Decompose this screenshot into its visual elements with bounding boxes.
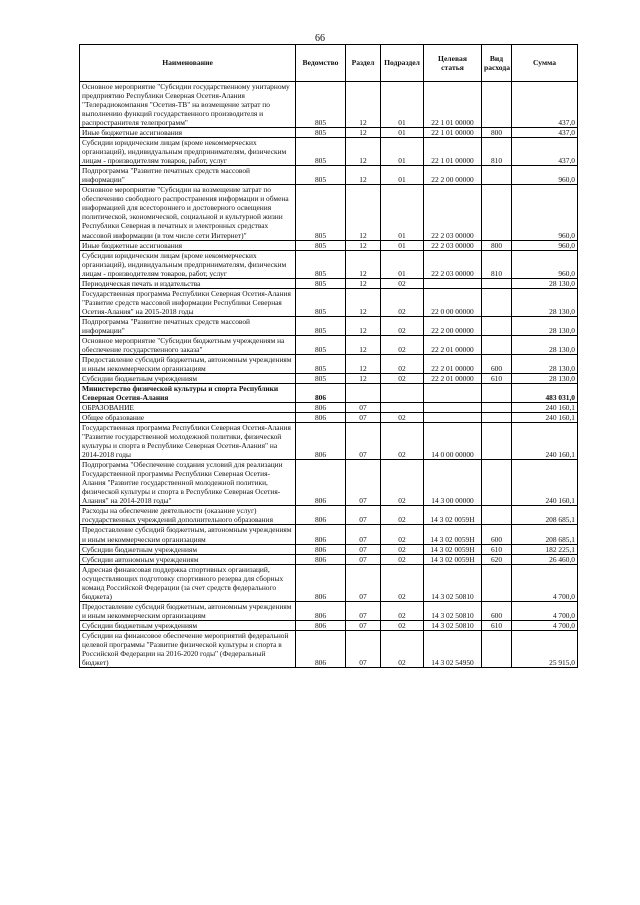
cell-razdel: 07 — [346, 544, 381, 554]
table-row — [80, 278, 578, 288]
cell-vid — [482, 564, 512, 601]
cell-vid — [482, 413, 512, 423]
cell-summa: 240 160,1 — [512, 423, 578, 460]
cell-vedomstvo: 806 — [296, 620, 346, 630]
cell-statya: 14 3 00 00000 — [424, 460, 482, 506]
table-row — [80, 403, 578, 413]
cell-vedomstvo: 805 — [296, 316, 346, 335]
cell-podrazdel: 02 — [381, 601, 424, 620]
cell-name: Подпрограмма "Обеспечение создания условий для реализации Государственной программы Республики Северная Осетия-Алания "Развитие государственной молодежной политики, физической культуры и спорта в Республике Северная Осетия-Алания" на 2014-2018 годы" — [80, 460, 296, 506]
cell-name: Иные бюджетные ассигнования — [80, 240, 296, 250]
cell-razdel: 07 — [346, 460, 381, 506]
cell-statya: 22 2 01 00000 — [424, 373, 482, 383]
cell-statya: 14 3 02 50810 — [424, 620, 482, 630]
cell-vedomstvo: 806 — [296, 544, 346, 554]
cell-summa: 960,0 — [512, 166, 578, 185]
cell-vedomstvo: 806 — [296, 423, 346, 460]
cell-vedomstvo: 805 — [296, 278, 346, 288]
cell-summa: 26 460,0 — [512, 554, 578, 564]
cell-summa: 960,0 — [512, 240, 578, 250]
cell-vid — [482, 423, 512, 460]
cell-statya: 14 3 02 0059Н — [424, 525, 482, 544]
cell-statya: 22 1 01 00000 — [424, 138, 482, 166]
cell-razdel: 12 — [346, 354, 381, 373]
cell-summa: 208 685,1 — [512, 506, 578, 525]
cell-summa: 240 160,1 — [512, 460, 578, 506]
cell-name: Субсидии бюджетным учреждениям — [80, 544, 296, 554]
cell-statya: 22 2 03 00000 — [424, 240, 482, 250]
cell-name: ОБРАЗОВАНИЕ — [80, 403, 296, 413]
cell-vid — [482, 384, 512, 403]
cell-summa: 240 160,1 — [512, 403, 578, 413]
cell-vid — [482, 403, 512, 413]
cell-razdel: 12 — [346, 250, 381, 278]
cell-vid — [482, 82, 512, 128]
cell-statya: 14 3 02 0059Н — [424, 554, 482, 564]
cell-razdel: 07 — [346, 601, 381, 620]
cell-name: Субсидии на финансовое обеспечение мероприятий федеральной целевой программы "Развитие физической культуры и спорта в Российской Федерации на 2016-2020 годы" (Федеральный бюджет) — [80, 630, 296, 667]
cell-name: Общее образование — [80, 413, 296, 423]
cell-summa: 28 130,0 — [512, 335, 578, 354]
cell-razdel: 07 — [346, 423, 381, 460]
cell-name: Субсидии юридическим лицам (кроме некоммерческих организаций), индивидуальным предпринимателям, физическим лицам - производителям товаров, работ, услуг — [80, 138, 296, 166]
table-row — [80, 138, 578, 166]
cell-statya: 22 1 01 00000 — [424, 82, 482, 128]
table-row — [80, 373, 578, 383]
cell-vid — [482, 335, 512, 354]
cell-vid: 810 — [482, 138, 512, 166]
cell-summa: 28 130,0 — [512, 288, 578, 316]
cell-summa: 4 700,0 — [512, 564, 578, 601]
cell-statya: 22 2 00 00000 — [424, 316, 482, 335]
cell-vedomstvo: 805 — [296, 354, 346, 373]
table-row — [80, 413, 578, 423]
cell-summa: 4 700,0 — [512, 620, 578, 630]
cell-vedomstvo: 806 — [296, 630, 346, 667]
cell-razdel: 12 — [346, 278, 381, 288]
cell-podrazdel: 02 — [381, 423, 424, 460]
cell-razdel: 07 — [346, 413, 381, 423]
cell-razdel: 07 — [346, 403, 381, 413]
table-row — [80, 544, 578, 554]
cell-vedomstvo: 805 — [296, 373, 346, 383]
cell-razdel — [346, 384, 381, 403]
table-row — [80, 82, 578, 128]
cell-podrazdel — [381, 403, 424, 413]
cell-podrazdel: 02 — [381, 630, 424, 667]
table-row — [80, 620, 578, 630]
cell-name: Адресная финансовая поддержка спортивных организаций, осуществляющих подготовку спортивного резерва для сборных команд Российской Федерации (за счет средств федерального бюджета) — [80, 564, 296, 601]
cell-vedomstvo: 806 — [296, 384, 346, 403]
col-header-statya: Целевая статья — [424, 45, 482, 82]
table-row — [80, 564, 578, 601]
cell-vedomstvo: 806 — [296, 403, 346, 413]
cell-podrazdel: 02 — [381, 288, 424, 316]
cell-vedomstvo: 806 — [296, 413, 346, 423]
cell-podrazdel: 01 — [381, 82, 424, 128]
cell-podrazdel: 02 — [381, 620, 424, 630]
cell-statya — [424, 278, 482, 288]
table-row — [80, 166, 578, 185]
cell-statya: 22 1 01 00000 — [424, 128, 482, 138]
cell-vedomstvo: 806 — [296, 460, 346, 506]
cell-vedomstvo: 805 — [296, 288, 346, 316]
cell-razdel: 12 — [346, 185, 381, 240]
cell-podrazdel: 01 — [381, 185, 424, 240]
cell-summa: 483 031,0 — [512, 384, 578, 403]
cell-vedomstvo: 805 — [296, 166, 346, 185]
cell-summa: 208 685,1 — [512, 525, 578, 544]
col-header-summa: Сумма — [512, 45, 578, 82]
cell-vid: 800 — [482, 240, 512, 250]
cell-summa: 437,0 — [512, 128, 578, 138]
cell-podrazdel: 02 — [381, 544, 424, 554]
cell-razdel: 07 — [346, 630, 381, 667]
cell-statya — [424, 413, 482, 423]
table-row — [80, 288, 578, 316]
table-row — [80, 335, 578, 354]
cell-razdel: 12 — [346, 288, 381, 316]
cell-podrazdel: 02 — [381, 525, 424, 544]
cell-vid: 600 — [482, 525, 512, 544]
cell-vid: 610 — [482, 620, 512, 630]
cell-podrazdel: 01 — [381, 128, 424, 138]
cell-vedomstvo: 806 — [296, 554, 346, 564]
cell-podrazdel: 01 — [381, 250, 424, 278]
cell-statya: 14 3 02 50810 — [424, 564, 482, 601]
cell-name: Субсидии автономным учреждениям — [80, 554, 296, 564]
cell-podrazdel: 02 — [381, 460, 424, 506]
cell-podrazdel: 02 — [381, 335, 424, 354]
cell-vid — [482, 506, 512, 525]
cell-razdel: 12 — [346, 128, 381, 138]
cell-razdel: 12 — [346, 373, 381, 383]
table-row — [80, 384, 578, 403]
cell-summa: 437,0 — [512, 82, 578, 128]
cell-podrazdel: 02 — [381, 554, 424, 564]
cell-name: Государственная программа Республики Северная Осетия-Алания "Развитие средств массовой информации Республики Северная Осетия-Алания" на 2015-2018 годы — [80, 288, 296, 316]
cell-vid: 810 — [482, 250, 512, 278]
cell-summa: 28 130,0 — [512, 354, 578, 373]
cell-razdel: 12 — [346, 138, 381, 166]
cell-razdel: 07 — [346, 554, 381, 564]
cell-summa: 4 700,0 — [512, 601, 578, 620]
cell-podrazdel: 01 — [381, 138, 424, 166]
cell-podrazdel — [381, 384, 424, 403]
cell-vid: 800 — [482, 128, 512, 138]
cell-vid: 610 — [482, 544, 512, 554]
cell-razdel: 07 — [346, 620, 381, 630]
table-row — [80, 506, 578, 525]
cell-summa: 240 160,1 — [512, 413, 578, 423]
cell-summa: 28 130,0 — [512, 373, 578, 383]
cell-vid — [482, 185, 512, 240]
col-header-name: Наименование — [80, 45, 296, 82]
table-header-row — [80, 45, 578, 82]
cell-podrazdel: 01 — [381, 240, 424, 250]
table-row — [80, 601, 578, 620]
cell-summa: 25 915,0 — [512, 630, 578, 667]
cell-statya: 14 3 02 54950 — [424, 630, 482, 667]
table-row — [80, 354, 578, 373]
cell-vid: 600 — [482, 354, 512, 373]
table-row — [80, 128, 578, 138]
cell-summa: 437,0 — [512, 138, 578, 166]
cell-vedomstvo: 805 — [296, 240, 346, 250]
cell-name: Периодическая печать и издательства — [80, 278, 296, 288]
cell-name: Предоставление субсидий бюджетным, автономным учреждениям и иным некоммерческим организациям — [80, 601, 296, 620]
table-row — [80, 460, 578, 506]
budget-table — [79, 44, 578, 668]
cell-vid — [482, 316, 512, 335]
cell-vedomstvo: 805 — [296, 128, 346, 138]
cell-name: Государственная программа Республики Северная Осетия-Алания "Развитие государственной молодежной политики, физической культуры и спорта в Республике Северная Осетия-Алания" на 2014-2018 годы — [80, 423, 296, 460]
cell-vedomstvo: 805 — [296, 185, 346, 240]
col-header-razdel: Раздел — [346, 45, 381, 82]
table-row — [80, 250, 578, 278]
cell-name: Субсидии юридическим лицам (кроме некоммерческих организаций), индивидуальным предпринимателям, физическим лицам - производителям товаров, работ, услуг — [80, 250, 296, 278]
cell-statya: 14 0 00 00000 — [424, 423, 482, 460]
cell-razdel: 07 — [346, 525, 381, 544]
cell-name: Субсидии бюджетным учреждениям — [80, 373, 296, 383]
cell-podrazdel: 02 — [381, 564, 424, 601]
cell-vedomstvo: 806 — [296, 564, 346, 601]
cell-vid — [482, 460, 512, 506]
cell-razdel: 12 — [346, 240, 381, 250]
cell-statya: 22 2 03 00000 — [424, 185, 482, 240]
cell-name: Подпрограмма "Развитие печатных средств массовой информации" — [80, 166, 296, 185]
cell-razdel: 07 — [346, 506, 381, 525]
cell-statya: 14 3 02 0059Н — [424, 544, 482, 554]
table-row — [80, 240, 578, 250]
cell-podrazdel: 02 — [381, 354, 424, 373]
cell-razdel: 12 — [346, 166, 381, 185]
cell-statya: 22 2 01 00000 — [424, 354, 482, 373]
cell-vid — [482, 278, 512, 288]
table-row — [80, 185, 578, 240]
cell-vid: 610 — [482, 373, 512, 383]
cell-summa: 182 225,1 — [512, 544, 578, 554]
cell-statya: 22 2 03 00000 — [424, 250, 482, 278]
cell-vid — [482, 166, 512, 185]
cell-summa: 28 130,0 — [512, 316, 578, 335]
cell-vedomstvo: 805 — [296, 82, 346, 128]
cell-name: Иные бюджетные ассигнования — [80, 128, 296, 138]
cell-name: Расходы на обеспечение деятельности (оказание услуг) государственных учреждений дополнительного образования — [80, 506, 296, 525]
table-row — [80, 525, 578, 544]
table-row — [80, 630, 578, 667]
cell-name: Министерство физической культуры и спорта Республики Северная Осетия-Алания — [80, 384, 296, 403]
col-header-podrazdel: Подраздел — [381, 45, 424, 82]
cell-name: Подпрограмма "Развитие печатных средств массовой информации" — [80, 316, 296, 335]
cell-vedomstvo: 806 — [296, 525, 346, 544]
cell-vid — [482, 630, 512, 667]
cell-podrazdel: 02 — [381, 316, 424, 335]
cell-razdel: 12 — [346, 82, 381, 128]
cell-podrazdel: 01 — [381, 166, 424, 185]
cell-statya: 22 2 00 00000 — [424, 166, 482, 185]
cell-razdel: 07 — [346, 564, 381, 601]
cell-statya — [424, 403, 482, 413]
table-row — [80, 316, 578, 335]
table-body — [80, 82, 578, 668]
cell-vid: 600 — [482, 601, 512, 620]
cell-name: Предоставление субсидий бюджетным, автономным учреждениям и иным некоммерческим организациям — [80, 354, 296, 373]
cell-name: Основное мероприятие "Субсидии государственному унитарному предприятию Республики Северная Осетия-Алания "Телерадиокомпания "Осетия-ТВ" на возмещение затрат по выполнению функций государственного производителя и распространителя телепрограмм" — [80, 82, 296, 128]
cell-podrazdel: 02 — [381, 413, 424, 423]
cell-statya: 14 3 02 50810 — [424, 601, 482, 620]
cell-statya — [424, 384, 482, 403]
table-row — [80, 554, 578, 564]
cell-name: Основное мероприятие "Субсидии на возмещение затрат по обеспечению свободного распространения информации и обмена информацией для всестороннего и достоверного освещения политической, экономической, социальной и культурной жизни Республики Северная в печатных и электронных средствах массовой информации (в том числе сети Интернет)" — [80, 185, 296, 240]
cell-name: Предоставление субсидий бюджетным, автономным учреждениям и иным некоммерческим организациям — [80, 525, 296, 544]
cell-vedomstvo: 806 — [296, 601, 346, 620]
col-header-vid: Вид расхода — [482, 45, 512, 82]
cell-summa: 960,0 — [512, 250, 578, 278]
cell-summa: 960,0 — [512, 185, 578, 240]
table-row — [80, 423, 578, 460]
cell-vedomstvo: 805 — [296, 335, 346, 354]
cell-name: Основное мероприятие "Субсидии бюджетным учреждениям на обеспечение государственного заказа" — [80, 335, 296, 354]
col-header-vedomstvo: Ведомство — [296, 45, 346, 82]
cell-podrazdel: 02 — [381, 278, 424, 288]
cell-vedomstvo: 805 — [296, 250, 346, 278]
cell-statya: 22 2 01 00000 — [424, 335, 482, 354]
cell-razdel: 12 — [346, 316, 381, 335]
cell-vedomstvo: 806 — [296, 506, 346, 525]
cell-statya: 22 0 00 00000 — [424, 288, 482, 316]
cell-statya: 14 3 02 0059Н — [424, 506, 482, 525]
cell-podrazdel: 02 — [381, 373, 424, 383]
cell-summa: 28 130,0 — [512, 278, 578, 288]
cell-vid: 620 — [482, 554, 512, 564]
cell-vid — [482, 288, 512, 316]
cell-podrazdel: 02 — [381, 506, 424, 525]
cell-razdel: 12 — [346, 335, 381, 354]
cell-vedomstvo: 805 — [296, 138, 346, 166]
cell-name: Субсидии бюджетным учреждениям — [80, 620, 296, 630]
page-number: 66 — [315, 33, 325, 44]
